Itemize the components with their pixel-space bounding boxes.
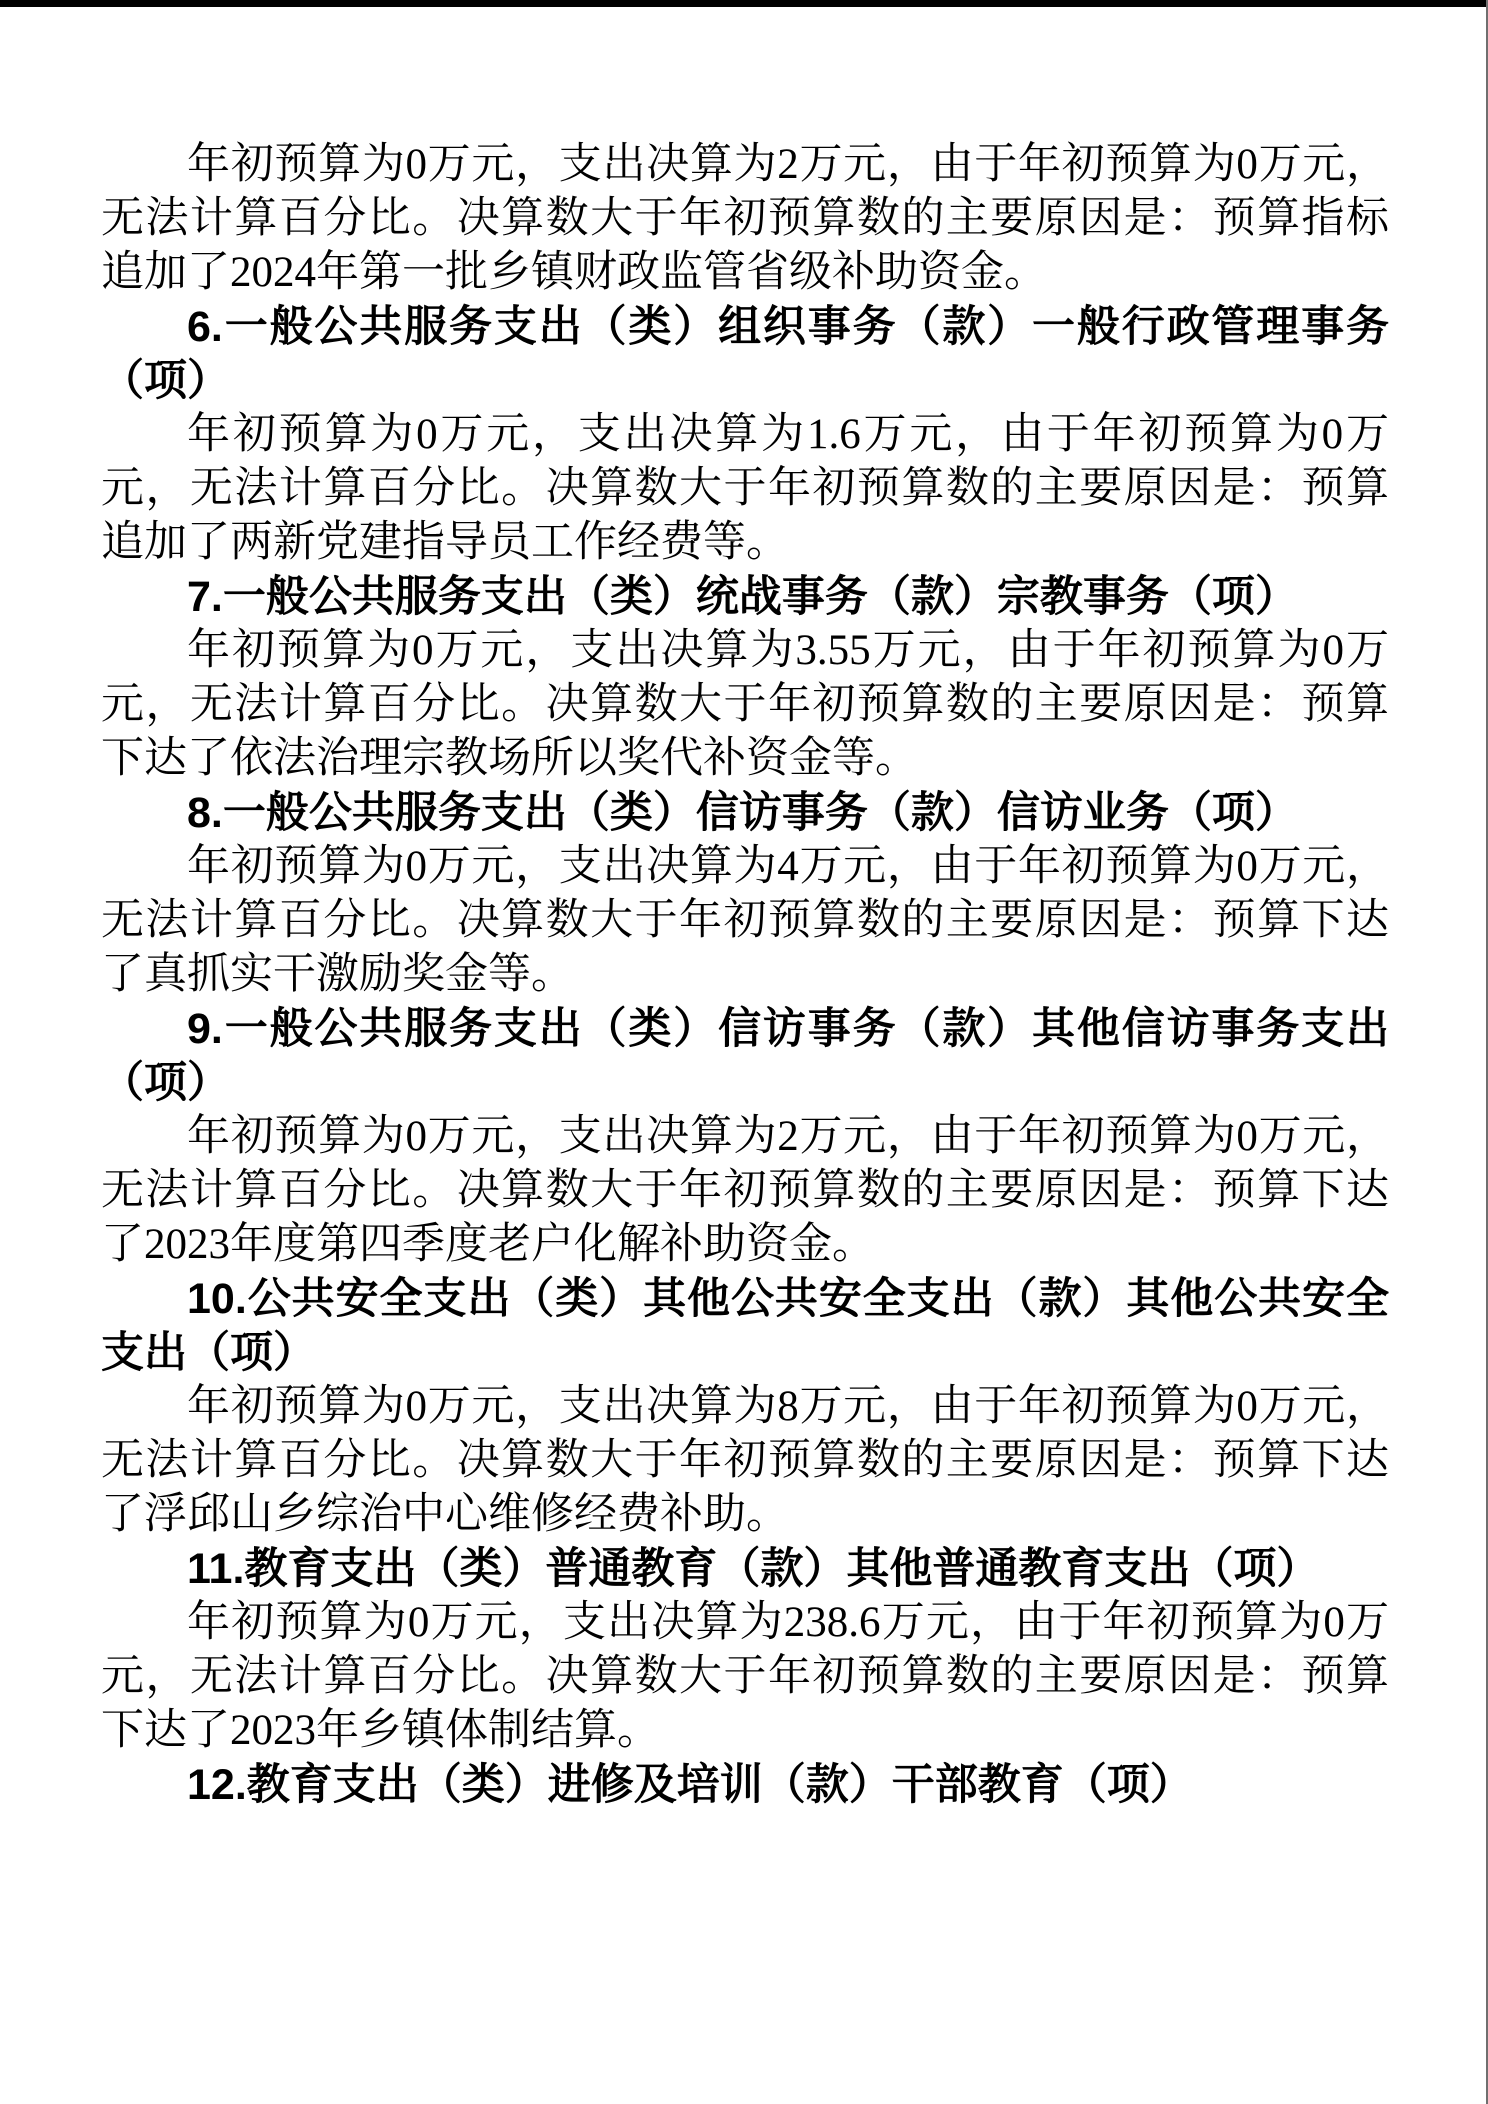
section-heading-8: 8.一般公共服务支出（类）信访事务（款）信访业务（项）: [187, 789, 1298, 837]
section-heading-12: 12.教育支出（类）进修及培训（款）干部教育（项）: [187, 1761, 1193, 1809]
budget-item-10-explanation: 年初预算为0万元，支出决算为8万元，由于年初预算为0万元，无法计算百分比。决算数大于年初预算数的主要原因是：预算下达了浮邱山乡综治中心维修经费补助。: [101, 1383, 1389, 1538]
section-heading-7: 7.一般公共服务支出（类）统战事务（款）宗教事务（项）: [187, 573, 1298, 621]
budget-item-5-explanation: 年初预算为0万元，支出决算为2万元，由于年初预算为0万元，无法计算百分比。决算数大于年初预算数的主要原因是：预算指标追加了2024年第一批乡镇财政监管省级补助资金。: [101, 141, 1389, 296]
section-heading-6: 6.一般公共服务支出（类）组织事务（款）一般行政管理事务（项）: [101, 303, 1389, 405]
budget-item-9-explanation: 年初预算为0万元，支出决算为2万元，由于年初预算为0万元，无法计算百分比。决算数大于年初预算数的主要原因是：预算下达了2023年度第四季度老户化解补助资金。: [101, 1113, 1389, 1268]
budget-item-11-explanation: 年初预算为0万元，支出决算为238.6万元，由于年初预算为0万元，无法计算百分比。决算数大于年初预算数的主要原因是：预算下达了2023年乡镇体制结算。: [101, 1599, 1389, 1754]
budget-item-7-explanation: 年初预算为0万元，支出决算为3.55万元，由于年初预算为0万元，无法计算百分比。决算数大于年初预算数的主要原因是：预算下达了依法治理宗教场所以奖代补资金等。: [101, 627, 1389, 782]
document-page: [101, 138, 1389, 1812]
section-heading-9: 9.一般公共服务支出（类）信访事务（款）其他信访事务支出（项）: [101, 1005, 1389, 1107]
section-heading-10: 10.公共安全支出（类）其他公共安全支出（款）其他公共安全支出（项）: [101, 1275, 1389, 1377]
budget-item-6-explanation: 年初预算为0万元，支出决算为1.6万元，由于年初预算为0万元，无法计算百分比。决算数大于年初预算数的主要原因是：预算追加了两新党建指导员工作经费等。: [101, 411, 1389, 566]
section-heading-11: 11.教育支出（类）普通教育（款）其他普通教育支出（项）: [187, 1545, 1320, 1593]
budget-item-8-explanation: 年初预算为0万元，支出决算为4万元，由于年初预算为0万元，无法计算百分比。决算数大于年初预算数的主要原因是：预算下达了真抓实干激励奖金等。: [101, 843, 1389, 998]
scan-edge-top: [0, 0, 1488, 7]
